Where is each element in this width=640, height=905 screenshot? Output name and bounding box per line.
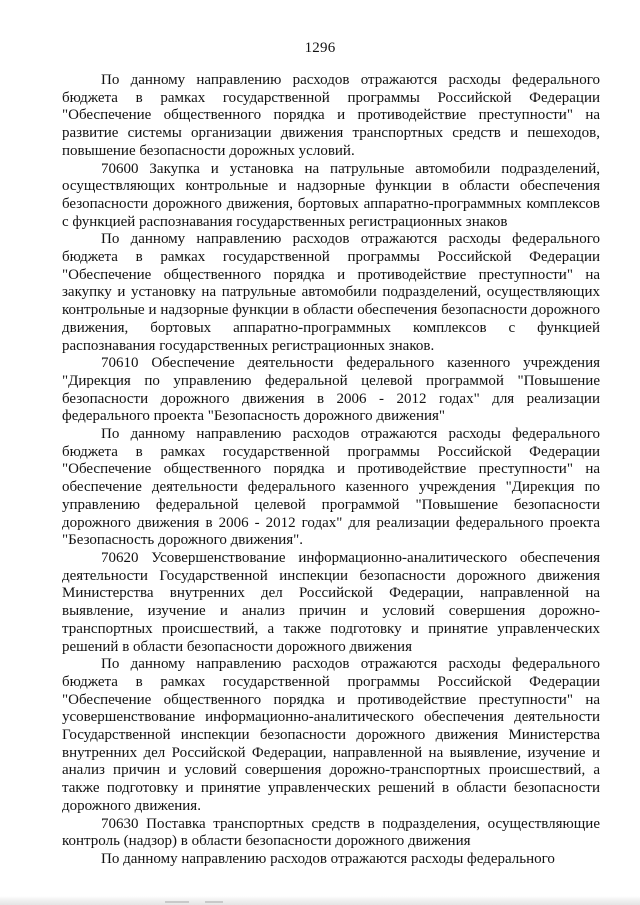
paragraph-code-70600-heading: 70600 Закупка и установка на патрульные автомобили подразделений, осуществляющих контрольные и надзорные функции в области обеспечения безопасности дорожного движения, бортовых аппаратно-программных комплексов с функцией распознавания государственных регистрационных знаков <box>62 160 600 230</box>
paragraph-code-70630-description-start: По данному направлению расходов отражаются расходы федерального <box>101 850 555 867</box>
scan-artifact <box>205 901 223 903</box>
paragraph-code-70610-heading: 70610 Обеспечение деятельности федерального казенного учреждения "Дирекция по управлению федеральной целевой программой "Повышение безопасности дорожного движения в 2006 - 2012 годах" для реализации федерального проекта "Безопасность дорожного движения" <box>62 355 600 425</box>
page-body <box>62 72 600 869</box>
paragraph-expense-description-road-organization: По данному направлению расходов отражаются расходы федерального бюджета в рамках государственной программы Российской Федерации "Обеспечение общественного порядка и противодействие преступности" на развитие системы организации движения транспортных средств и пешеходов, повышение безопасности дорожных условий. <box>62 72 600 159</box>
paragraph-code-70610-description: По данному направлению расходов отражаются расходы федерального бюджета в рамках государственной программы Российской Федерации "Обеспечение общественного порядка и противодействие преступности" на обеспечение деятельности федерального казенного учреждения "Дирекция по управлению федеральной целевой программой "Повышение безопасности дорожного движения в 2006 - 2012 годах" для реализации федерального проекта "Безопасность дорожного движения". <box>62 426 600 549</box>
scan-bottom-edge <box>0 896 640 905</box>
paragraph-code-70600-description: По данному направлению расходов отражаются расходы федерального бюджета в рамках государственной программы Российской Федерации "Обеспечение общественного порядка и противодействие преступности" на закупку и установку на патрульные автомобили подразделений, осуществляющих контрольные и надзорные функции в области обеспечения безопасности дорожного движения, бортовых аппаратно-программных комплексов с функцией распознавания государственных регистрационных знаков. <box>62 231 600 354</box>
paragraph-code-70630-heading: 70630 Поставка транспортных средств в подразделения, осуществляющие контроль (надзор) в области безопасности дорожного движения <box>62 815 600 850</box>
paragraph-code-70620-heading: 70620 Усовершенствование информационно-аналитического обеспечения деятельности Государственной инспекции безопасности дорожного движения Министерства внутренних дел Российской Федерации, направленной на выявление, изучение и анализ причин и условий совершения дорожно-транспортных происшествий, а также подготовку и принятие управленческих решений в области безопасности дорожного движения <box>62 549 600 655</box>
page-number: 1296 <box>304 40 336 56</box>
scan-artifact <box>165 901 189 903</box>
paragraph-code-70620-description: По данному направлению расходов отражаются расходы федерального бюджета в рамках государственной программы Российской Федерации "Обеспечение общественного порядка и противодействие преступности" на усовершенствование информационно-аналитического обеспечения деятельности Государственной инспекции безопасности дорожного движения Министерства внутренних дел Российской Федерации, направленной на выявление, изучение и анализ причин и условий совершения дорожно-транспортных происшествий, а также подготовку и принятие управленческих решений в области безопасности дорожного движения. <box>62 656 600 814</box>
